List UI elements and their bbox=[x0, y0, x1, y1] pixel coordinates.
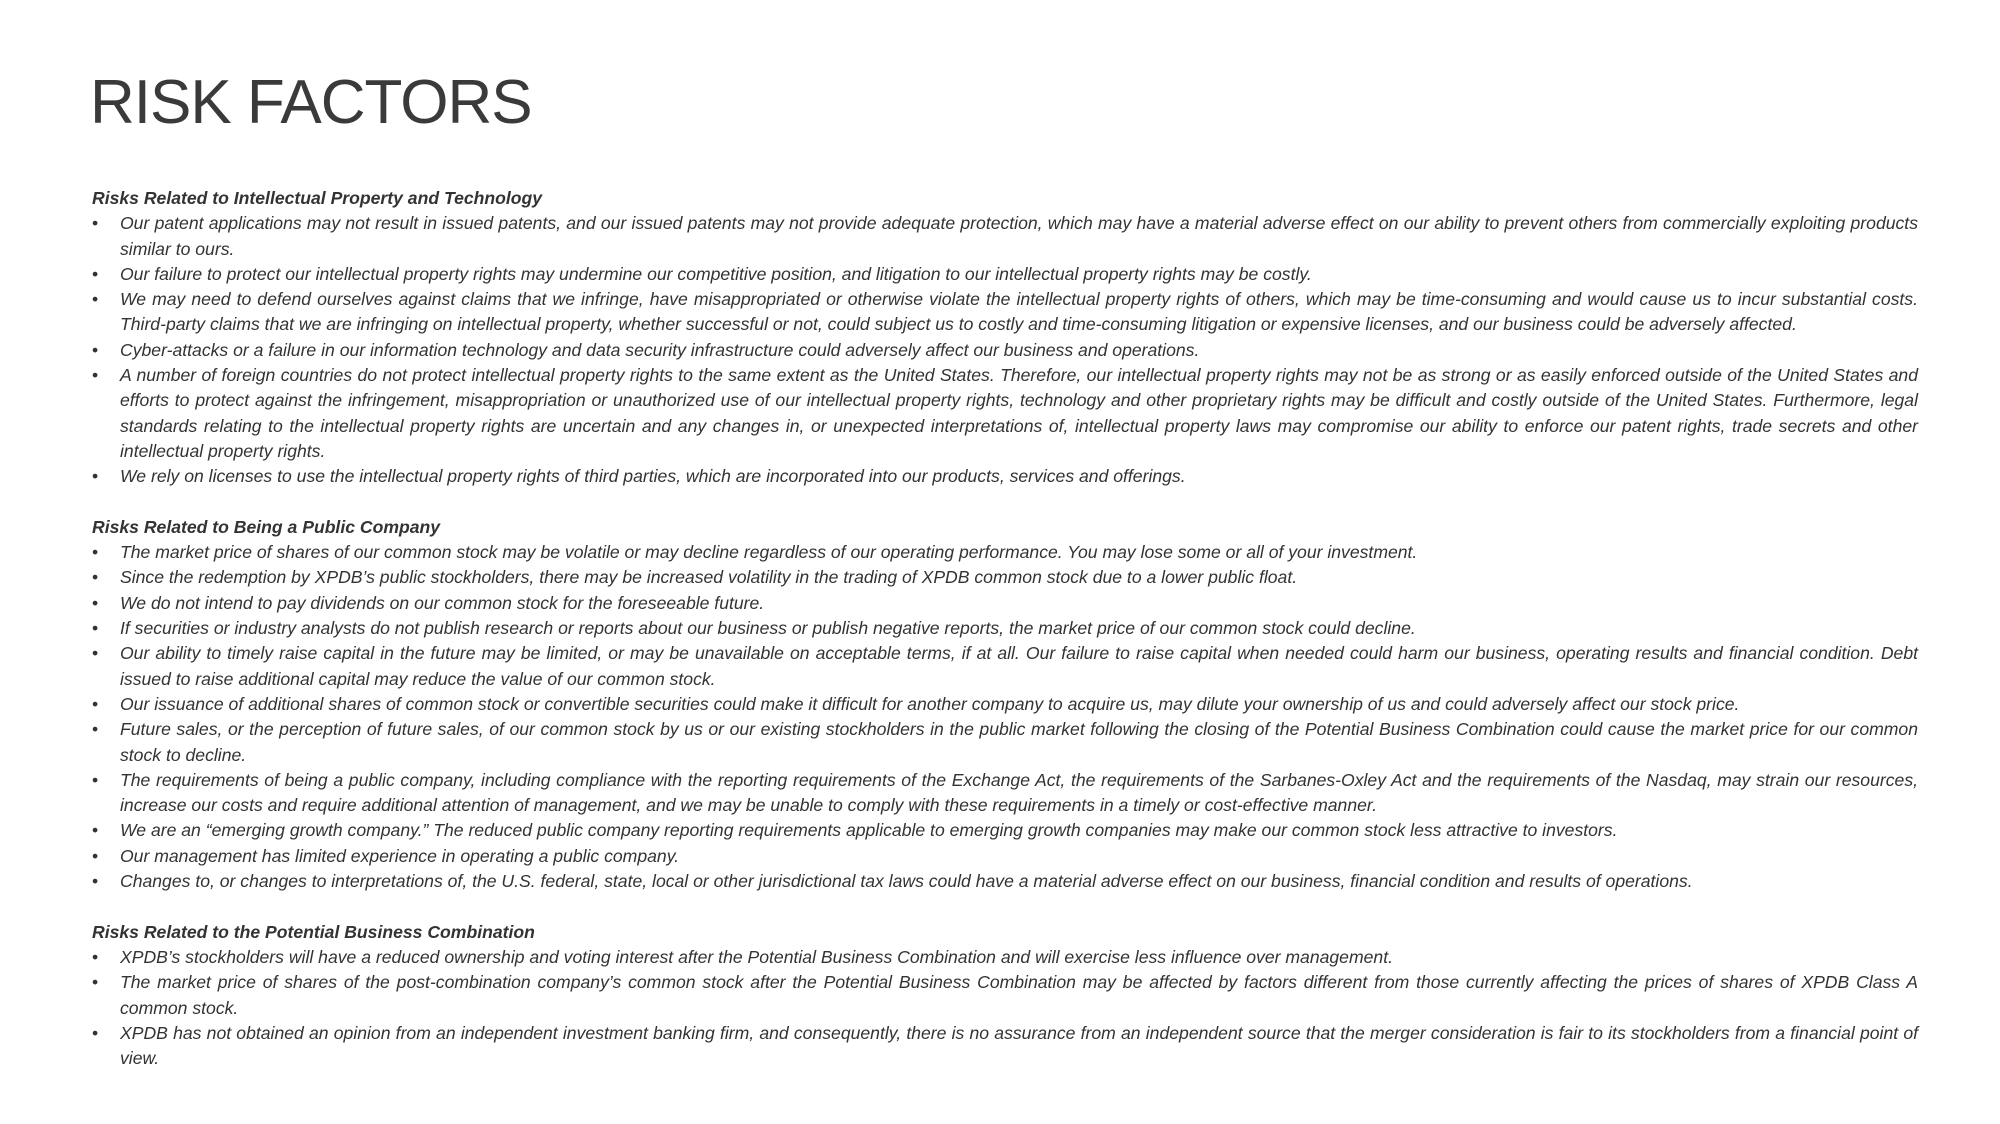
risk-item-text: We rely on licenses to use the intellectual property rights of third parties, which are incorporated into our products, services and offerings. bbox=[120, 466, 1186, 487]
risk-item-text: We may need to defend ourselves against claims that we infringe, have misappropriated or otherwise violate the intellectual property rights of others, which may be time-consuming and would cause us to incur substantial costs. Third-party claims that we are infringing on intellectual property, whether successful or not, could subject us to costly and time-consuming litigation or expensive licenses, and our business could be adversely affected. bbox=[120, 289, 1918, 335]
risk-item bbox=[92, 945, 1918, 970]
bullet-icon: • bbox=[92, 769, 99, 790]
risk-item bbox=[92, 363, 1918, 464]
risk-item bbox=[92, 844, 1918, 869]
risk-item-text: Cyber-attacks or a failure in our information technology and data security infrastructure could adversely affect our business and operations. bbox=[120, 339, 1200, 360]
risk-item-text: Our failure to protect our intellectual property rights may undermine our competitive position, and litigation to our intellectual property rights may be costly. bbox=[120, 263, 1312, 284]
risk-item bbox=[92, 591, 1918, 616]
bullet-icon: • bbox=[92, 263, 99, 284]
risk-item bbox=[92, 338, 1918, 363]
risk-item-text: Since the redemption by XPDB’s public stockholders, there may be increased volatility in the trading of XPDB common stock due to a lower public float. bbox=[120, 567, 1298, 588]
section-heading: Risks Related to Being a Public Company bbox=[92, 516, 441, 537]
risk-item-text: Future sales, or the perception of future sales, of our common stock by us or our existing stockholders in the public market following the closing of the Potential Business Combination could cause the market price for our common stock to decline. bbox=[120, 719, 1918, 765]
risk-list bbox=[92, 540, 1918, 894]
bullet-icon: • bbox=[92, 466, 99, 487]
risk-item-text: The market price of shares of the post-combination company’s common stock after the Potential Business Combination may be affected by factors different from those currently affecting the prices of shares of XPDB Class A common stock. bbox=[120, 972, 1918, 1018]
risk-item-text: We are an “emerging growth company.” The reduced public company reporting requirements applicable to emerging growth companies may make our common stock less attractive to investors. bbox=[120, 820, 1618, 841]
risk-item bbox=[92, 1021, 1918, 1072]
risk-item bbox=[92, 692, 1918, 717]
risk-item bbox=[92, 970, 1918, 1021]
risk-item bbox=[92, 717, 1918, 768]
risk-item-text: We do not intend to pay dividends on our common stock for the foreseeable future. bbox=[120, 592, 765, 613]
bullet-icon: • bbox=[92, 339, 99, 360]
risk-item bbox=[92, 287, 1918, 338]
bullet-icon: • bbox=[92, 845, 99, 866]
section-business-combination bbox=[92, 920, 1918, 1072]
section-public-company bbox=[92, 515, 1918, 894]
bullet-icon: • bbox=[92, 618, 99, 639]
bullet-icon: • bbox=[92, 946, 99, 967]
risk-item-text: The market price of shares of our common stock may be volatile or may decline regardless of our operating performance. You may lose some or all of your investment. bbox=[120, 542, 1418, 563]
risk-item bbox=[92, 641, 1918, 692]
risk-item-text: Our management has limited experience in operating a public company. bbox=[120, 845, 680, 866]
bullet-icon: • bbox=[92, 567, 99, 588]
bullet-icon: • bbox=[92, 542, 99, 563]
risk-factors-content bbox=[92, 186, 1918, 1097]
bullet-icon: • bbox=[92, 820, 99, 841]
section-intellectual-property bbox=[92, 186, 1918, 490]
bullet-icon: • bbox=[92, 1022, 99, 1043]
risk-item-text: Our patent applications may not result in issued patents, and our issued patents may not provide adequate protection, which may have a material adverse effect on our ability to prevent others from commercially exploiting products similar to ours. bbox=[120, 213, 1918, 259]
risk-item bbox=[92, 262, 1918, 287]
page-title: RISK FACTORS bbox=[90, 68, 532, 137]
bullet-icon: • bbox=[92, 592, 99, 613]
section-heading: Risks Related to the Potential Business Combination bbox=[92, 921, 535, 942]
risk-item-text: Our issuance of additional shares of common stock or convertible securities could make it difficult for another company to acquire us, may dilute your ownership of us and could adversely affect our stock price. bbox=[120, 693, 1740, 714]
risk-list bbox=[92, 945, 1918, 1071]
risk-item bbox=[92, 211, 1918, 262]
section-heading: Risks Related to Intellectual Property and Technology bbox=[92, 188, 543, 208]
risk-item bbox=[92, 768, 1918, 819]
bullet-icon: • bbox=[92, 365, 99, 386]
risk-item-text: The requirements of being a public company, including compliance with the reporting requirements of the Exchange Act, the requirements of the Sarbanes-Oxley Act and the requirements of the Nasdaq, may strain our resources, increase our costs and require additional attention of management, and we may be unable to comply with these requirements in a timely or cost-effective manner. bbox=[120, 769, 1918, 816]
risk-item bbox=[92, 464, 1918, 489]
bullet-icon: • bbox=[92, 213, 99, 234]
risk-item-text: A number of foreign countries do not protect intellectual property rights to the same extent as the United States. Therefore, our intellectual property rights may not be as strong or as easily enforced outside of the United States and efforts to protect against the infringement, misappropriation or unauthorized use of our intellectual property rights, technology and other proprietary rights may be difficult and costly outside of the United States. Furthermore, legal standards relating to the intellectual property rights are uncertain and any changes in, or unexpected interpretations of, intellectual property laws may compromise our ability to enforce our patent rights, trade secrets and other intellectual property rights. bbox=[120, 365, 1918, 461]
bullet-icon: • bbox=[92, 289, 99, 310]
risk-item bbox=[92, 818, 1918, 843]
risk-item-text: XPDB has not obtained an opinion from an independent investment banking firm, and consequently, there is no assurance from an independent source that the merger consideration is fair to its stockholders from a financial point of view. bbox=[120, 1022, 1918, 1069]
bullet-icon: • bbox=[92, 719, 99, 740]
risk-list bbox=[92, 211, 1918, 489]
bullet-icon: • bbox=[92, 693, 99, 714]
risk-item-text: Changes to, or changes to interpretations of, the U.S. federal, state, local or other jurisdictional tax laws could have a material adverse effect on our business, financial condition and results of operations. bbox=[120, 871, 1693, 892]
risk-item-text: Our ability to timely raise capital in the future may be limited, or may be unavailable on acceptable terms, if at all. Our failure to raise capital when needed could harm our business, operating results and financial condition. Debt issued to raise additional capital may reduce the value of our common stock. bbox=[120, 643, 1918, 689]
bullet-icon: • bbox=[92, 871, 99, 892]
risk-item-text: XPDB’s stockholders will have a reduced ownership and voting interest after the Potential Business Combination and will exercise less influence over management. bbox=[120, 946, 1393, 967]
risk-item-text: If securities or industry analysts do not publish research or reports about our business or publish negative reports, the market price of our common stock could decline. bbox=[120, 618, 1416, 639]
bullet-icon: • bbox=[92, 972, 99, 993]
risk-item bbox=[92, 869, 1918, 894]
risk-item bbox=[92, 540, 1918, 565]
bullet-icon: • bbox=[92, 643, 99, 664]
risk-item bbox=[92, 565, 1918, 590]
risk-item bbox=[92, 616, 1918, 641]
